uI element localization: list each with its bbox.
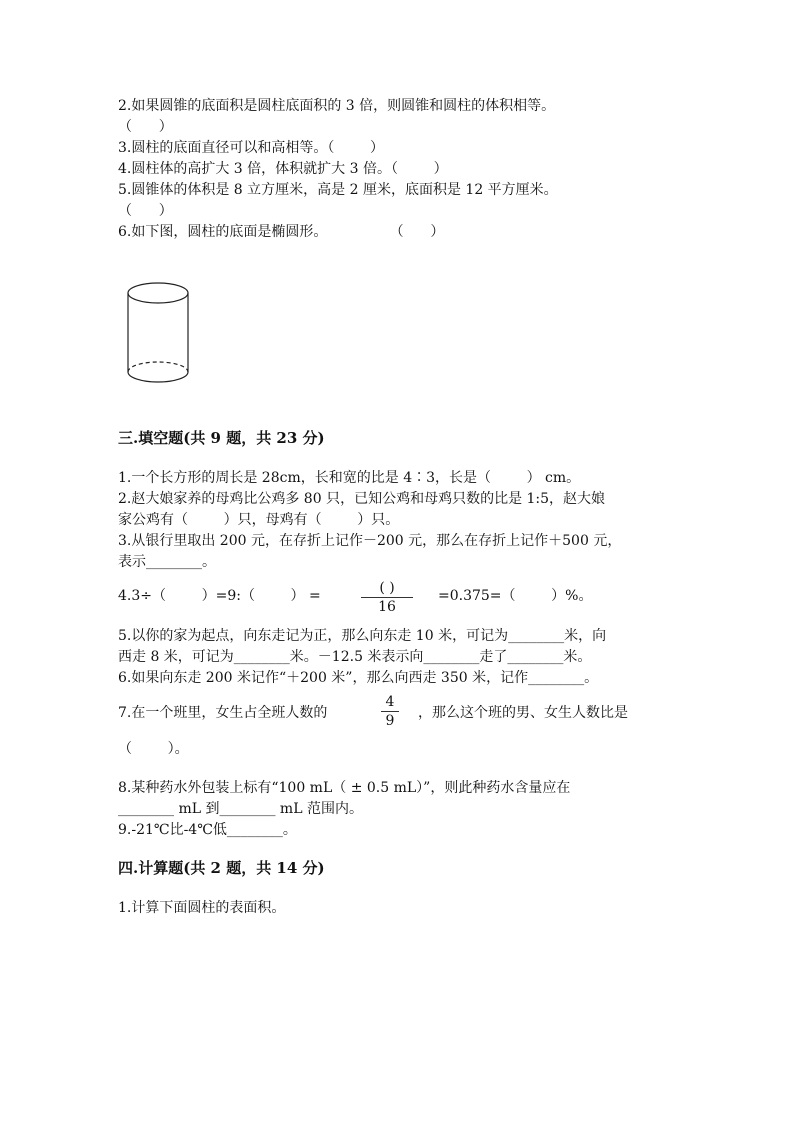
question-2-answer-blank: （ ） bbox=[118, 119, 173, 135]
fill-question-6: 6.如果向东走 200 米记作“＋200 米”，那么向西走 350 米，记作________。 bbox=[118, 670, 599, 686]
fill-question-2-line-2: 家公鸡有（ ）只，母鸡有（ ）只。 bbox=[118, 512, 400, 528]
fill-question-8-line-1: 8.某种药水外包装上标有“100 mL（ ± 0.5 mL）”，则此种药水含量应在 bbox=[118, 780, 571, 796]
fraction-denominator: 9 bbox=[385, 713, 395, 729]
question-6: 6.如下图，圆柱的底面是椭圆形。 （ ） bbox=[118, 224, 445, 240]
fill-question-3-line-2: 表示________。 bbox=[118, 554, 216, 570]
fill-question-1: 1.一个长方形的周长是 28cm，长和宽的比是 4∶3，长是（ ） cm。 bbox=[118, 470, 581, 486]
question-4: 4.圆柱体的高扩大 3 倍，体积就扩大 3 倍。（ ） bbox=[118, 161, 448, 177]
fraction-bar bbox=[361, 597, 413, 598]
fill-question-7-part-1: 7.在一个班里，女生占全班人数的 bbox=[118, 705, 328, 721]
calc-question-1: 1.计算下面圆柱的表面积。 bbox=[118, 900, 286, 916]
fill-question-5-line-2: 西走 8 米，可记为________米。－12.5 米表示向________走了________米。 bbox=[118, 649, 592, 665]
fill-question-9: 9.-21℃比-4℃低________。 bbox=[118, 822, 297, 838]
fraction-numerator: 4 bbox=[385, 694, 395, 710]
fill-question-2-line-1: 2.赵大娘家养的母鸡比公鸡多 80 只，已知公鸡和母鸡只数的比是 1:5，赵大娘 bbox=[118, 491, 606, 507]
section-4-title: 四.计算题(共 2 题，共 14 分) bbox=[118, 859, 325, 877]
cylinder-bottom-front-arc bbox=[128, 372, 188, 382]
fill-question-8-line-2: ________ mL 到________ mL 范围内。 bbox=[118, 801, 363, 817]
question-3: 3.圆柱的底面直径可以和高相等。（ ） bbox=[118, 140, 384, 156]
section-3-title: 三.填空题(共 9 题，共 23 分) bbox=[118, 429, 325, 447]
question-2-line-1: 2.如果圆锥的底面积是圆柱底面积的 3 倍，则圆锥和圆柱的体积相等。 bbox=[118, 98, 556, 114]
fraction-bar bbox=[381, 711, 399, 712]
fill-question-4-part-2: =0.375=（ ）%。 bbox=[438, 588, 593, 604]
fraction-numerator: ( ) bbox=[379, 580, 395, 596]
fill-question-3-line-1: 3.从银行里取出 200 元，在存折上记作－200 元，那么在存折上记作＋500 元， bbox=[118, 533, 622, 549]
fill-question-7-part-2: ，那么这个班的男、女生人数比是 bbox=[418, 705, 628, 721]
fraction-denominator: 16 bbox=[378, 599, 396, 615]
cylinder-bottom-back-arc bbox=[128, 362, 188, 372]
question-5-line-1: 5.圆锥体的体积是 8 立方厘米，高是 2 厘米，底面积是 12 平方厘米。 bbox=[118, 182, 558, 198]
fill-question-5-line-1: 5.以你的家为起点，向东走记为正，那么向东走 10 米，可记为________米，向 bbox=[118, 628, 607, 644]
question-5-answer-blank: （ ） bbox=[118, 203, 173, 219]
fill-question-7-fraction bbox=[381, 694, 399, 729]
fill-question-7-line-2: （ ）。 bbox=[118, 741, 189, 757]
cylinder-figure bbox=[124, 280, 194, 386]
cylinder-top-ellipse bbox=[128, 283, 188, 303]
fill-question-4-part-1: 4.3÷（ ）=9:（ ） = bbox=[118, 588, 321, 604]
fill-question-4-fraction bbox=[361, 580, 413, 615]
